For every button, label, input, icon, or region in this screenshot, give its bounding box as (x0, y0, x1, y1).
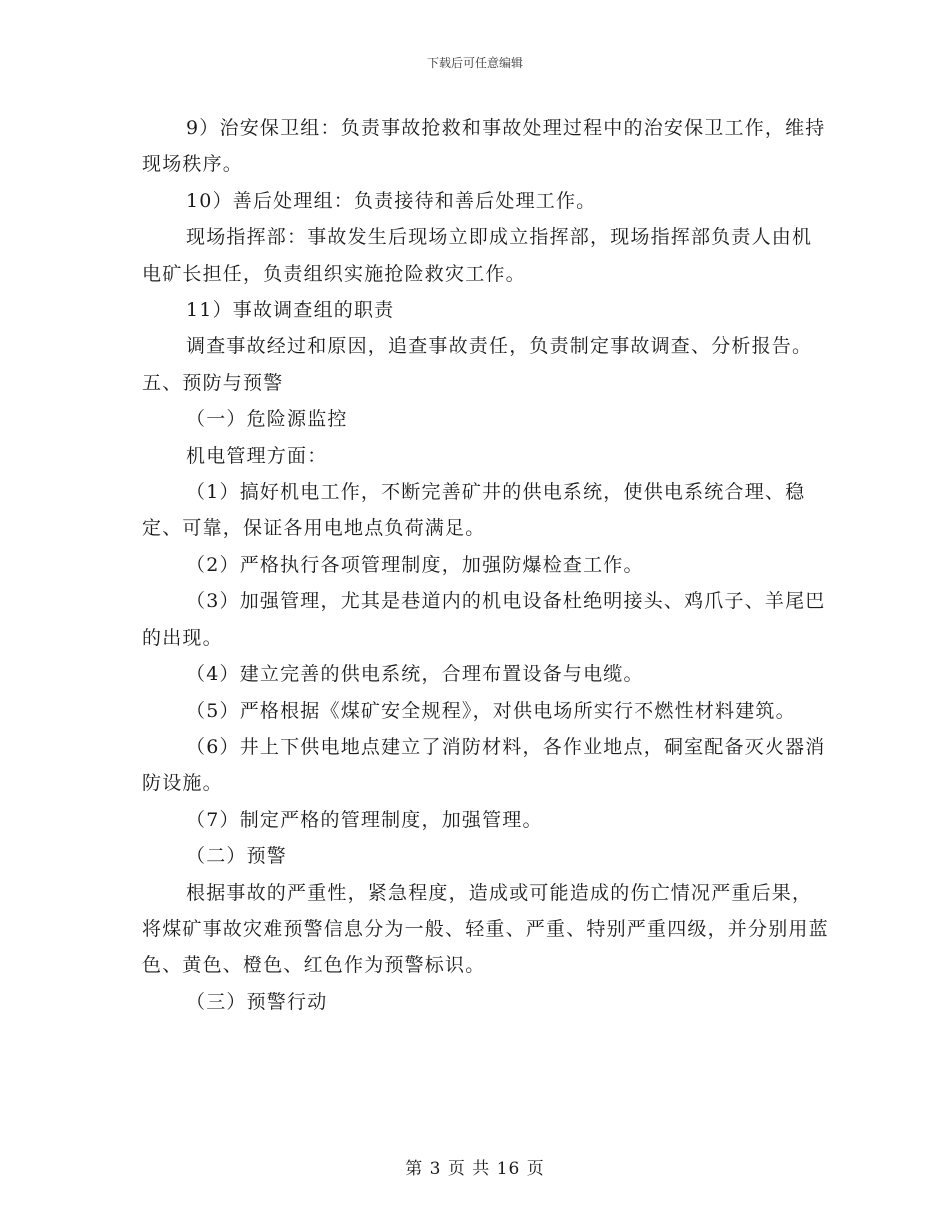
list-item-6: （6）井上下供电地点建立了消防材料，各作业地点，硐室配备灭火器消防设施。 (142, 735, 826, 795)
paragraph-investigation-heading: 11）事故调查组的职责 (186, 299, 395, 322)
heading-electromechanical: 机电管理方面： (186, 444, 328, 467)
heading-hazard-monitoring: （一）危险源监控 (186, 408, 348, 431)
paragraph-aftermath-group: 10）善后处理组：负责接待和善后处理工作。 (186, 189, 597, 212)
list-item-7: （7）制定严格的管理制度，加强管理。 (186, 808, 543, 831)
heading-warning: （二）预警 (186, 845, 288, 868)
paragraph-warning-levels: 根据事故的严重性，紧急程度，造成或可能造成的伤亡情况严重后果，将煤矿事故灾难预警信息分为一般、轻重、严重、特别严重四级，并分别用蓝色、黄色、橙色、红色作为预警标识。 (142, 881, 829, 977)
paragraph-investigation-duty: 调查事故经过和原因，追查事故责任，负责制定事故调查、分析报告。 五、预防与预警 (142, 335, 900, 394)
list-item-3: （3）加强管理，尤其是巷道内的机电设备杜绝明接头、鸡爪子、羊尾巴的出现。 (142, 590, 826, 649)
paragraph-site-command: 现场指挥部：事故发生后现场立即成立指挥部，现场指挥部负责人由机电矿长担任，负责组织实施抢险救灾工作。 (142, 226, 813, 285)
page-number: 第 3 页 共 16 页 (405, 1159, 545, 1179)
list-item-2: （2）严格执行各项管理制度，加强防爆检查工作。 (186, 553, 644, 576)
list-item-5: （5）严格根据《煤矿安全规程》，对供电场所实行不燃性材料建筑。 (186, 699, 796, 722)
list-item-4: （4）建立完善的供电系统，合理布置设备与电缆。 (186, 663, 644, 686)
page-header: 下载后可任意编辑 (426, 56, 523, 70)
list-item-1: （1）搞好机电工作，不断完善矿井的供电系统，使供电系统合理、稳定、可靠，保证各用电地点负荷满足。 (142, 481, 806, 540)
paragraph-security-group: 9）治安保卫组：负责事故抢救和事故处理过程中的治安保卫工作，维持现场秩序。 (142, 117, 826, 176)
document-body (142, 110, 900, 1020)
heading-warning-actions: （三）预警行动 (186, 990, 328, 1013)
